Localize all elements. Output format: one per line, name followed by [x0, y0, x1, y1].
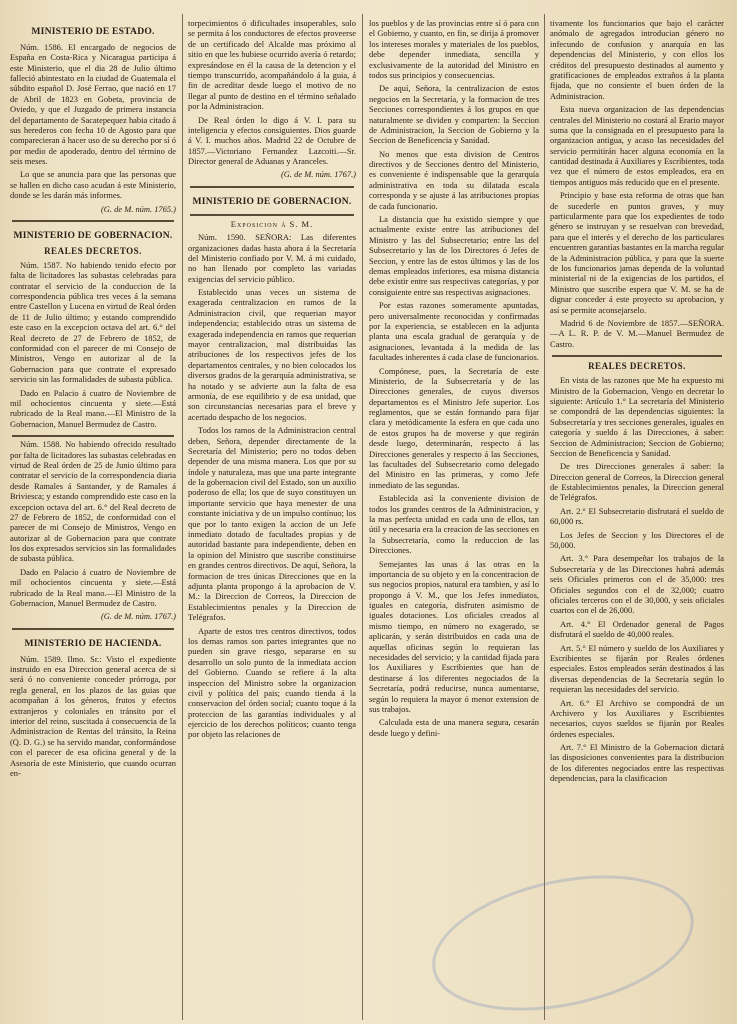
divider	[12, 435, 174, 437]
article-paragraph: tivamente los funcionarios que bajo el carácter anómalo de agregados introducian género no infecundo de confusion y anarquía en las dependencias del Ministerio, y con ellos los créditos del presupuesto destinados al aumento y gratificaciones de empleados extraños á la planta fijada, que no consiente el buen órden de la Administracion.	[550, 18, 724, 101]
article-1588: Núm. 1588. No habiendo ofrecido resultado por falta de licitadores las subastas celebradas en virtud de Real órden de 25 de Junio último para contratar el servicio de la correspondencia diaria desde Ramales á Santander, y de Ramales á Briviesca; y estando comprendido este caso en la excepcion octava del art. 6.° del Real decreto de 27 de Febrero de 1852, de conformidad con el parecer de mi Consejo de Ministros, Vengo en autorizar al de Gobernacion para que contrate los dos expresados servicios sin las formalidades de subasta pública.	[10, 439, 176, 564]
article-paragraph: Art. 3.° Para desempeñar los trabajos de la Subsecretaría y de las Direcciones habrá además seis Oficiales primeros con el de 35,000: tres Oficiales segundos con el de 32,000; cuatro oficiales terceros con el de 30,000, y seis oficiales cuartos con el de 26,000.	[550, 553, 724, 616]
citation: (G. de M. núm. 1767.)	[101, 611, 176, 622]
section-heading-gobernacion: MINISTERIO DE GOBERNACION.	[13, 230, 173, 242]
article-paragraph: Dado en Palacio á cuatro de Noviembre de mil ochocientos cincuenta y siete.—Está rubricado de la Real mano.—El Ministro de la Gobernacion, Manuel Bermudez de Castro.	[10, 566, 176, 609]
article-paragraph: Art. 6.° El Archivo se compondrá de un Archivero y los Auxiliares y Escribientes necesarios, cuyos sueldos se fijarán por Reales órdenes especiales.	[550, 697, 724, 739]
article-paragraph: los pueblos y de las provincias entre sí ó para con el Gobierno, y cuanto, en fin, se dirija á promover los intereses morales y materiales de los pueblos, debe depender inmediata, sencilla y exclusivamente de la autoridad del Ministro en todos sus principios y consecuencias.	[369, 18, 539, 80]
article-paragraph: Principio y base esta reforma de otras que han de sucederle en puntos graves, y muy particularmente para que los expedientes de todo género se instruyan y se resuelvan con brevedad, para que el interés y el derecho de los particulares encuentren garantías bastantes en la marcha regular de la Administracion pública, y para que la suerte de los funcionarios jamas dependa de la voluntad ministerial ni de la exigencias de los partidos, el Ministro que suscribe espera que V. M. se ha de dignar conceder á este proyecto su aprobacion, y así se permite aconsejarselo.	[550, 190, 724, 315]
article-paragraph: No menos que esta division de Centros directivos y de Secciones dentro del Ministerio, es conveniente é indispensable que la gerarquía administrativa en toda su dilatada escala corresponda y se ajuste á las atribuciones propias de cada funcionario.	[369, 148, 539, 211]
article-paragraph: torpecimientos ó dificultades insuperables, solo se permita á los conductores de efectos proveerse de un certificado del Alcalde mas próximo al sitio en que les hubiese ocurrido avería ó retardo; expresándose en él la causa de la detencion y el tiempo transcurrido, acompañándolo á la guia, á fin de acreditar desde luego el motivo de no llegar al punto de destino en el término señalado por la Administracion.	[188, 18, 356, 112]
article-1587: Núm. 1587. No habiendo tenido efecto por falta de licitadores las subastas celebradas para contratar el servicio de la conduccion de la correspondencia pública tres veces á la semana entre Castellon y Lucena en virtud de Real órden de 11 de Julio último; y estando comprendido este caso en la excepcion octava del art. 6.° del Real decreto de 27 de Febrero de 1852, de conformidad con el parecer de mi Consejo de Ministros, Vengo en autorizar al de la Gobernacion para que contrate el expresado servicio sin las formalidades de subasta pública.	[10, 259, 176, 385]
column-3	[369, 18, 539, 1018]
divider	[12, 628, 174, 630]
article-paragraph: Art. 7.° El Ministro de la Gobernacion dictará las disposiciones convenientes para la distribucion de los diferentes negociados entre las respectivas dependencias, para la clasificacion	[550, 742, 724, 784]
section-heading-hacienda: MINISTERIO DE HACIENDA.	[24, 637, 162, 649]
article-1589: Núm. 1589. Ilmo. Sr.: Visto el expediente instruido en esa Direccion general acerca de si será ó no conveniente conceder prórroga, por regla general, en los plazos de las guias que acompañan á los géneros, frutos y efectos extranjeros y coloniales en tránsito por el interior del reino, suscitada á consecuencia de la Administracion de Rentas del tránsito, la Reina (Q. D. G.) se ha servido mandar, conformándose con el parecer de esa oficina general y de la Asesoría de este Ministerio, que cuando ocurran en-	[10, 653, 176, 778]
article-paragraph: Lo que se anuncia para que las personas que se hallen en dicho caso acudan á este Ministerio, donde se les darán más informes.	[10, 169, 176, 201]
divider	[190, 214, 354, 216]
column-rule	[544, 14, 545, 1020]
article-paragraph: Compónese, pues, la Secretaría de este Ministerio, de la Subsecretaría y de las Direcciones generales, de cuyos diversos departamentos es el Ministro Jefe superior. Los reglamentos, que se están formando para fijar clara y metódicamente la esfera en que cada uno de estos grupos ha de moverse y que regirán desde luego, determinarán, respecto á las Direcciones generales y respecto á las Secciones, las facultades del Subsecretario como delegado del Ministro en las primeras, y como Jefe inmediato de las segundas.	[369, 365, 539, 490]
article-paragraph: Por estas razones someramente apuntadas, pero universalmente reconocidas y confirmadas por la experiencia, se establecen en la adjunta planta una escala gradual de gerarquía y de asignaciones, levantada á la medida de las facultades inherentes á cada clase de funcionarios.	[369, 300, 539, 363]
article-paragraph: De tres Direcciones generales á saber: la Direccion general de Correos, la Direccion general de Establecimientos penales, la Direccion general de Telégrafos.	[550, 461, 724, 503]
article-paragraph: Todos los ramos de la Administracion central deben, Señora, depender directamente de la Secretaría del Ministerio; pero no todos deben depender de una misma manera. Los que por su índole y naturaleza, mas que una parte integrante de la gobernacion civil del Estado, son un auxilio poderoso de ella; los que de suyo constituyen un importante servicio que haya menester de una constante iniciativa y de un impulso contínuo; los que por lo tanto exigen la accion de un Jefe inmediato dotado de facultades propias y de autoridad bastante para independiente, deben en la opinion del Ministro que suscribe constituirse en grandes centros directivos. De aquí, Señora, la formacion de tres únicas Direcciones que en la adjunta planta propongo á la aprobacion de V. M.: la Direccion de Correos, la Direccion de Establecimientos penales y la Direccion de Telégrafos.	[188, 425, 356, 623]
article-paragraph: En vista de las razones que Me ha expuesto mi Ministro de la Gobernacion, Vengo en decretar lo siguiente: Artículo 1.° La secretaría del Ministerio se compondrá de las dependencias siguientes: la Subsecretaría y tres secciones generales, iguales en categoría y sueldo á las Direcciones, á saber: Seccion de Administracion; Seccion de Gobierno; Seccion de Beneficencia y Sanidad.	[550, 375, 724, 458]
divider	[190, 186, 354, 188]
column-1	[10, 18, 176, 1018]
subheading-reales-decretos: REALES DECRETOS.	[44, 245, 142, 256]
article-paragraph: Establecido unas veces un sistema de exagerada centralizacion en ramos de la Administracion civil, que requerian mayor independencia; establecido otras un sistema de exagerada independencia en ramos que requerian mayor centralizacion, mal distribuidas las atribuciones de los respectivos jefes de los departamentos centrales, y no bien colocados los diversos grados de la gerarquía administrativa, se ha notado y se advierte aun la falta de esa armonía, de ese equilibrio y de esa unidad, que son circunstancias necesarias para el breve y acertado despacho de los negocios.	[188, 287, 356, 422]
column-2	[188, 18, 356, 1018]
subheading-reales-decretos: REALES DECRETOS.	[588, 361, 686, 372]
article-paragraph: Esta nueva organizacion de las dependencias centrales del Ministerio no costará al Erario mayor suma que la consignada en el presupuesto para la organizacion antigua, y acaso las necesidades del servicio permitirán hacer alguna economía en la cantidad destinada á Auxiliares y Escribientes, toda vez que el número de estos empleados, era en tiempos antiguos más reducido que en el presente.	[550, 104, 724, 187]
citation: (G. de M. núm. 1765.)	[101, 203, 176, 214]
article-paragraph: Semejantes las unas á las otras en la importancia de su objeto y en la concentracion de sus negocios propios, natural era tambien, y así lo propongo á V. M., que los Jefes inmediatos, iguales en categoría, disfruten asimismo de iguales dotaciones. Los oficiales creados al mismo tiempo, en número no exagerado, se aplicarán, y serán distribuidos en cada una de aquellas oficinas según lo requieran las necesidades del servicio; y la cantidad fijada para los Auxiliares y Escribientes que han de destinarse á los diferentes negociados de la Secretaría, podrá reducirse, nunca aumentarse, según lo requiera la mayor ó menor extension de sus trabajos.	[369, 558, 539, 714]
article-paragraph: Madrid 6 de Noviembre de 1857.—SEÑORA.—A L. R. P. de V. M.—Manuel Bermudez de Castro.	[550, 317, 724, 349]
section-heading-estado: MINISTERIO DE ESTADO.	[31, 26, 155, 37]
article-paragraph: Establecida así la conveniente division de todos los grandes centros de la Administracion, y la mas perfecta unidad en cada uno de ellos, tan útil y necesaria era la creacion de las secciones en la Subsecretaría, como la reduccion de las Direcciones.	[369, 493, 539, 556]
divider	[552, 355, 722, 357]
article-paragraph: Aparte de estos tres centros directivos, todos los demas ramos son partes integrantes que no pueden sin grave riesgo, separarse en su desarrollo un solo punto de la inmediata accion del Gobierno. Cuando se refiere á la alta inspeccion del Ministro sobre la organizacion civil y política del pais; cuando tienda á la conservacion del órden social; cuanto toque á la proteccion de las garantías individuales y al ejercicio de los derechos políticos; cuanto tenga por objeto las relaciones de	[188, 625, 356, 740]
article-1586: Núm. 1586. El encargado de negocios de España en Costa-Rica y Nicaragua participa á este Ministerio, que el dia 28 de Julio último falleció abintestato en la ciudad de Guatemala el súbdito español D. José Ferrao, que nació en 17 de Abril de 1823 en Gobeta, provincia de Oviedo, y que el Juzgado de primera instancia del departamento de Sacatepequez habia citado á sus herederos con fecha 10 de Agosto para que comparecieran á hacer uso de su derecho por sí ó por medio de apoderado, dentro del término de seis meses.	[10, 41, 176, 167]
column-rule	[182, 14, 183, 1020]
column-rule	[362, 14, 363, 1020]
article-paragraph: La distancia que ha existido siempre y que actualmente existe entre las atribuciones del Ministro y las del Subsecretario; entre las del Subsecretario y las de los Directores ó Jefes de Seccion, y entre las de estos últimos y las de los demas empleados inferiores, esa misma distancia debe existir entre sus respectivas categorías, y por consiguiente entre sus respectivas asignaciones.	[369, 214, 539, 297]
column-4	[550, 18, 724, 1018]
article-paragraph: Art. 2.° El Subsecretario disfrutará el sueldo de 60,000 rs.	[550, 505, 724, 527]
article-paragraph: Los Jefes de Seccion y los Directores el de 50,000.	[550, 529, 724, 551]
section-heading-gobernacion: MINISTERIO DE GOBERNACION.	[192, 195, 352, 207]
citation: (G. de M. núm. 1767.)	[281, 169, 356, 180]
article-paragraph: Dado en Palacio á cuatro de Noviembre de mil ochocientos cincuenta y siete.—Está rubricado de la Real mano.—El Ministro de la Gobernacion, Manuel Bermudez de Castro.	[10, 387, 176, 429]
article-paragraph: Calculada esta de una manera segura, cesarán desde luego y defini-	[369, 717, 539, 738]
article-paragraph: Art. 4.° El Ordenador general de Pagos disfrutará el sueldo de 40,000 reales.	[550, 618, 724, 640]
article-1590: Núm. 1590. SEÑORA: Las diferentes organizaciones dadas hasta ahora á la Secretaría del Ministerio confiado por V. M. á mi cuidado, no han llenado por completo las variadas exigencias del servicio público.	[188, 232, 356, 284]
article-paragraph: De Real órden lo digo á V. I. para su inteligencia y efectos consiguientes. Dios guarde á V. I. muchos años. Madrid 22 de Octubre de 1857.—Victoriano Fernandez Lazcoiti.—Sr. Director general de Aduanas y Aranceles.	[188, 114, 356, 167]
article-paragraph: De aquí, Señora, la centralizacion de estos negocios en la Secretaría, y la formacion de tres Secciones correspondientes á los grupos en que naturalmente se dividen y comparten: la Seccion de Administracion, la Seccion de Gobierno y la Seccion de Beneficencia y Sanidad.	[369, 83, 539, 146]
subheading-exposicion: Exposicion á S. M.	[230, 218, 314, 229]
divider	[12, 220, 174, 222]
article-paragraph: Art. 5.° El número y sueldo de los Auxiliares y Escribientes se fijarán por Reales órdenes especiales. Estos empleados serán destinados á las diversas dependencias de la Secretaría según lo requieran las necesidades del servicio.	[550, 642, 724, 695]
